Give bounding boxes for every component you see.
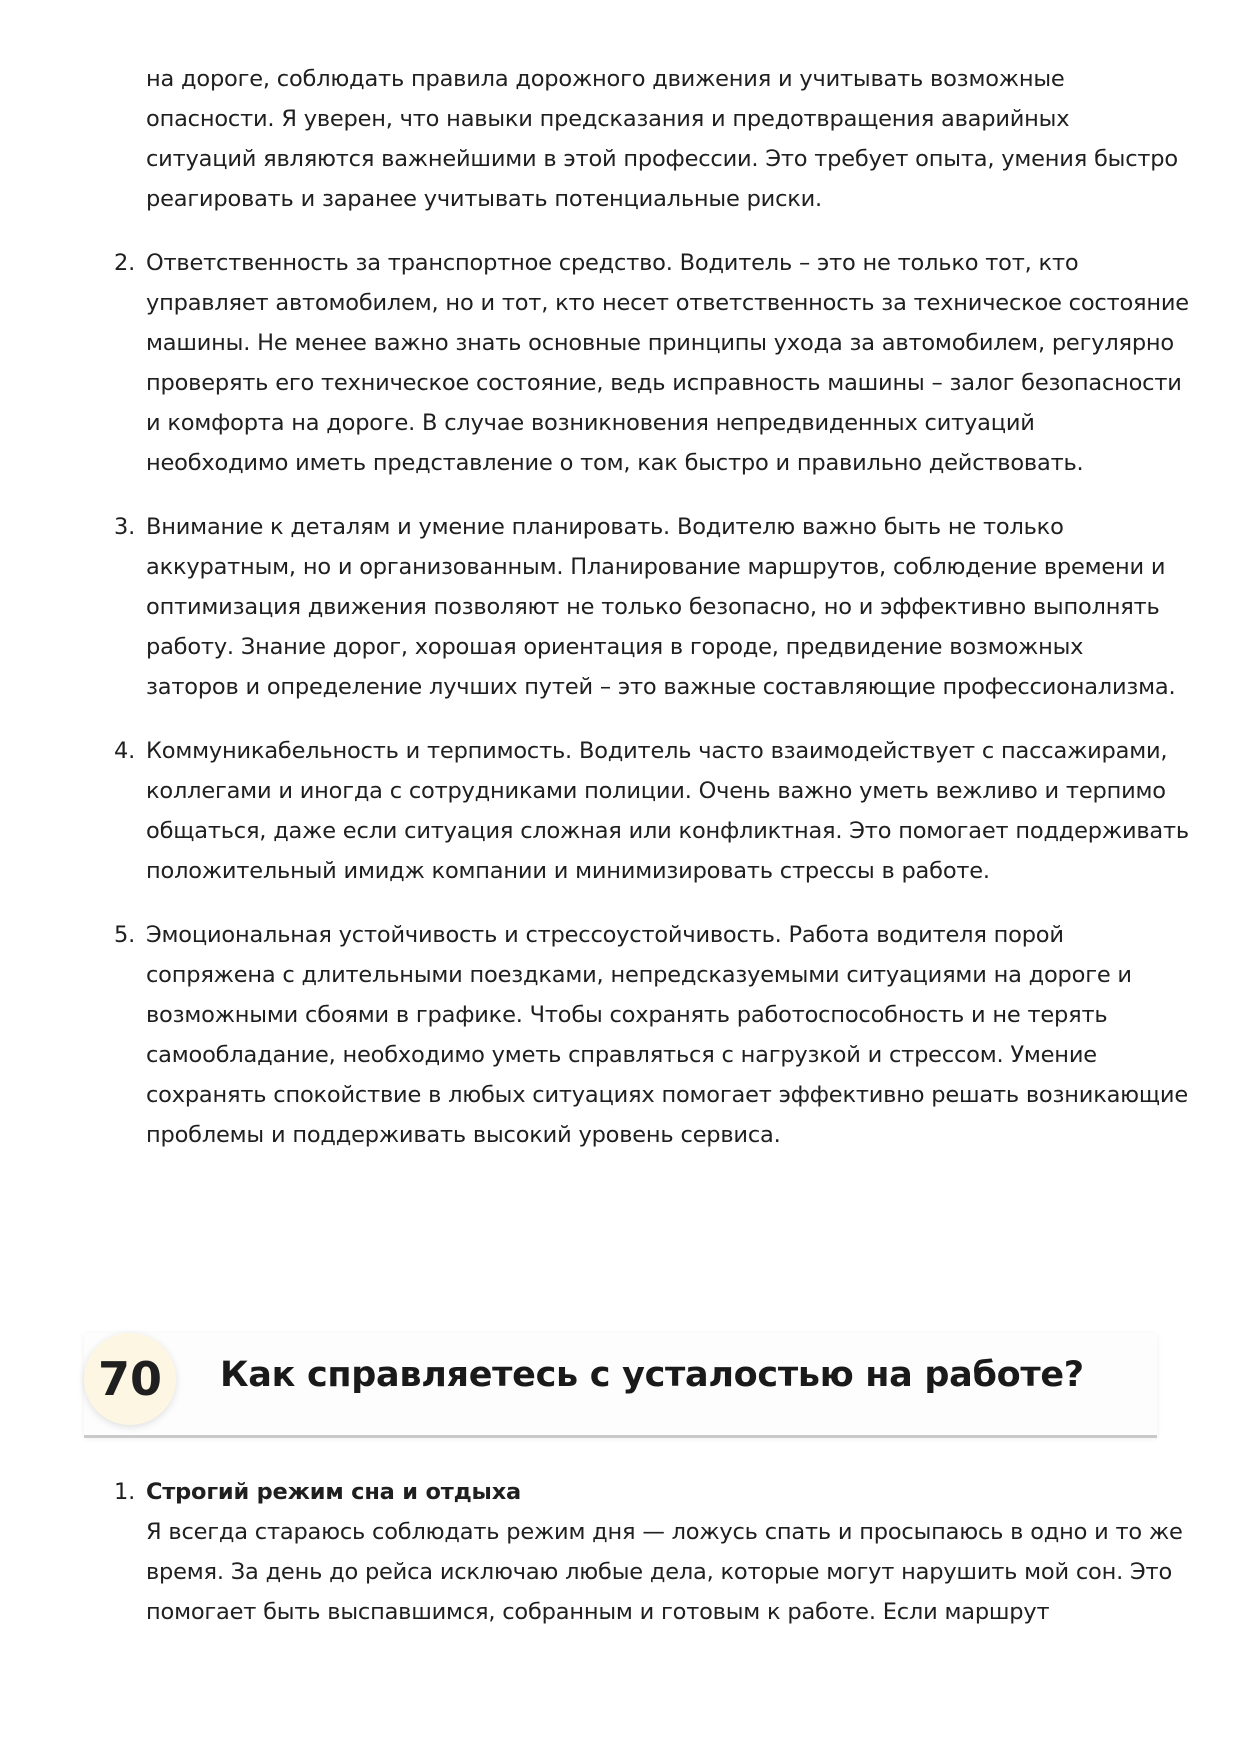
list-number: 4.	[114, 738, 136, 764]
question-header	[84, 1333, 1157, 1438]
text-line: сохранять спокойствие в любых ситуациях помогает эффективно решать возникающие	[146, 1082, 1188, 1108]
list-number: 3.	[114, 514, 136, 540]
list-number: 2.	[114, 250, 136, 276]
text-line: самообладание, необходимо уметь справляться с нагрузкой и стрессом. Умение	[146, 1042, 1097, 1068]
text-line: реагировать и заранее учитывать потенциальные риски.	[146, 186, 823, 212]
question-title: Как справляетесь с усталостью на работе?	[220, 1355, 1084, 1395]
text-line: проверять его техническое состояние, ведь исправность машины – залог безопасности	[146, 370, 1182, 396]
text-line: помогает быть выспавшимся, собранным и готовым к работе. Если маршрут	[146, 1599, 1050, 1625]
text-line: аккуратным, но и организованным. Планирование маршрутов, соблюдение времени и	[146, 554, 1166, 580]
text-line: Я всегда стараюсь соблюдать режим дня — ложусь спать и просыпаюсь в одно и то же	[146, 1519, 1183, 1545]
text-line: управляет автомобилем, но и тот, кто несет ответственность за техническое состояние	[146, 290, 1189, 316]
item-1-continuation	[146, 59, 1178, 219]
text-line: Ответственность за транспортное средство. Водитель – это не только тот, кто	[146, 250, 1079, 276]
list-item-body	[146, 1472, 1183, 1632]
text-line: ситуаций являются важнейшими в этой профессии. Это требует опыта, умения быстро	[146, 146, 1178, 172]
answer-heading: Строгий режим сна и отдыха	[146, 1479, 521, 1505]
list-item-body	[146, 731, 1189, 891]
text-line: коллегами и иногда с сотрудниками полиции. Очень важно уметь вежливо и терпимо	[146, 778, 1166, 804]
text-line: работу. Знание дорог, хорошая ориентация в городе, предвидение возможных	[146, 634, 1084, 660]
question-number-badge: 70	[84, 1333, 176, 1425]
text-line: машины. Не менее важно знать основные принципы ухода за автомобилем, регулярно	[146, 330, 1174, 356]
text-line: возможными сбоями в графике. Чтобы сохранять работоспособность и не терять	[146, 1002, 1108, 1028]
text-line: Внимание к деталям и умение планировать. Водителю важно быть не только	[146, 514, 1064, 540]
text-line: Коммуникабельность и терпимость. Водитель часто взаимодействует с пассажирами,	[146, 738, 1168, 764]
text-line: на дороге, соблюдать правила дорожного движения и учитывать возможные	[146, 66, 1065, 92]
text-line: Эмоциональная устойчивость и стрессоустойчивость. Работа водителя порой	[146, 922, 1064, 948]
text-line: заторов и определение лучших путей – это важные составляющие профессионализма.	[146, 674, 1176, 700]
list-item-body	[146, 243, 1189, 483]
list-item-body	[146, 915, 1188, 1155]
text-line: опасности. Я уверен, что навыки предсказания и предотвращения аварийных	[146, 106, 1070, 132]
list-number: 5.	[114, 922, 136, 948]
list-item-body	[146, 507, 1176, 707]
text-line: проблемы и поддерживать высокий уровень сервиса.	[146, 1122, 781, 1148]
text-line: необходимо иметь представление о том, как быстро и правильно действовать.	[146, 450, 1084, 476]
text-line: общаться, даже если ситуация сложная или конфликтная. Это помогает поддерживать	[146, 818, 1189, 844]
text-line: время. За день до рейса исключаю любые дела, которые могут нарушить мой сон. Это	[146, 1559, 1173, 1585]
text-line: сопряжена с длительными поездками, непредсказуемыми ситуациями на дороге и	[146, 962, 1132, 988]
text-line: положительный имидж компании и минимизировать стрессы в работе.	[146, 858, 990, 884]
text-line: и комфорта на дороге. В случае возникновения непредвиденных ситуаций	[146, 410, 1035, 436]
list-number: 1.	[114, 1479, 136, 1505]
text-line: оптимизация движения позволяют не только безопасно, но и эффективно выполнять	[146, 594, 1160, 620]
